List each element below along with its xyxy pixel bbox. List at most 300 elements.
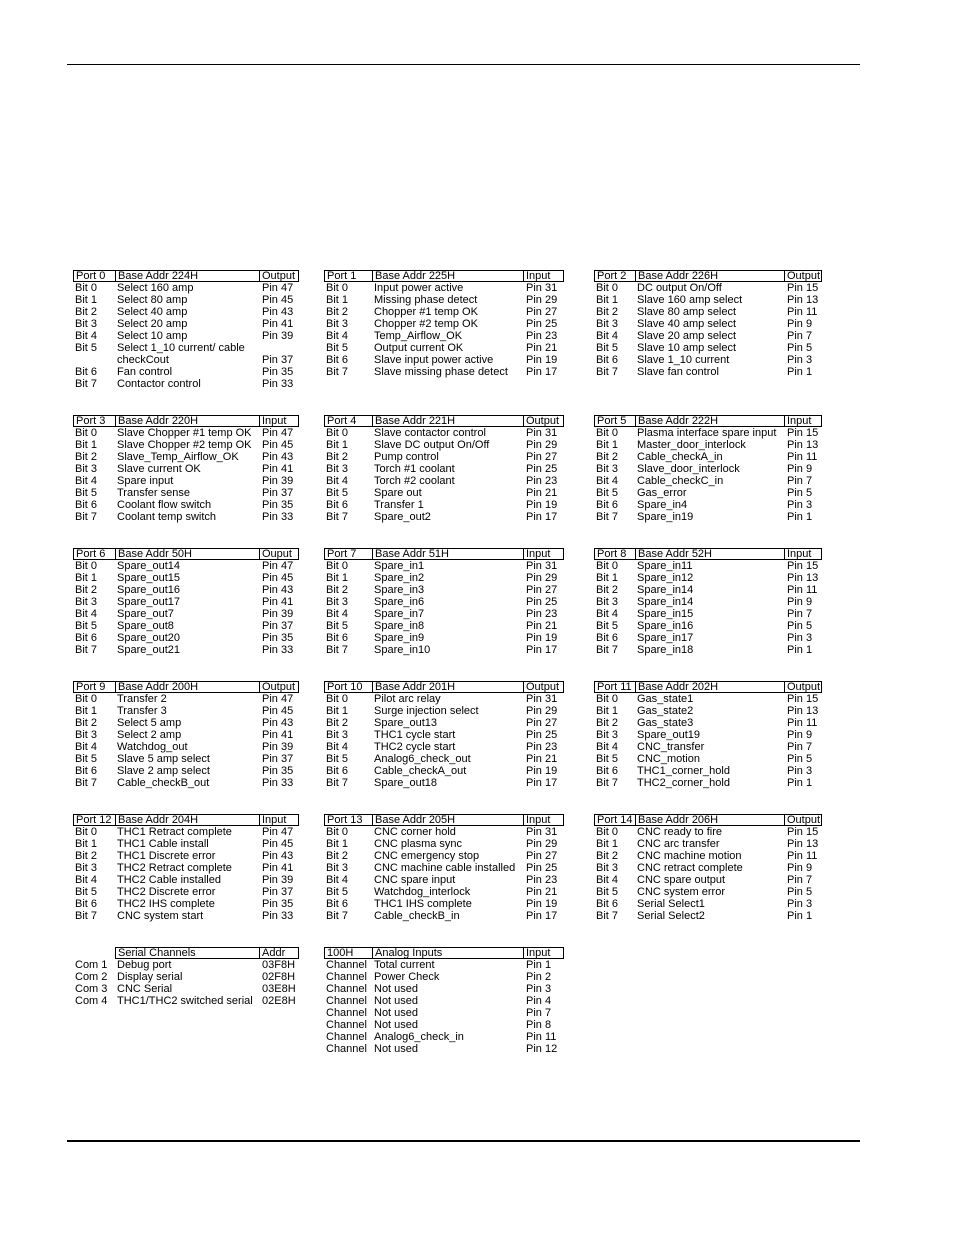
table-row bbox=[73, 366, 299, 378]
row-signal: CNC corner hold bbox=[374, 826, 456, 838]
row-pin: Pin 47 bbox=[262, 282, 294, 294]
row-pin: Pin 13 bbox=[787, 439, 819, 451]
table-row bbox=[594, 620, 822, 632]
row-bit: Bit 1 bbox=[596, 838, 619, 850]
table-row bbox=[324, 995, 564, 1007]
table-row bbox=[594, 354, 822, 366]
row-bit: Bit 0 bbox=[596, 560, 619, 572]
header-direction: Input bbox=[524, 814, 564, 826]
table-row bbox=[594, 511, 822, 523]
row-pin: Pin 1 bbox=[787, 366, 813, 378]
table-row bbox=[324, 862, 564, 874]
row-signal: Total current bbox=[374, 959, 435, 971]
table-row bbox=[324, 330, 564, 342]
row-signal: Select 20 amp bbox=[117, 318, 188, 330]
row-pin: Pin 35 bbox=[262, 898, 294, 910]
row-bit: Bit 4 bbox=[326, 608, 349, 620]
header-port: Port 3 bbox=[73, 415, 115, 427]
table-row bbox=[594, 717, 822, 729]
row-signal: CNC retract complete bbox=[637, 862, 743, 874]
row-signal: THC2 Cable installed bbox=[117, 874, 221, 886]
row-signal: Spare_in3 bbox=[374, 584, 425, 596]
row-bit: Bit 2 bbox=[75, 451, 98, 463]
table-header bbox=[73, 270, 299, 282]
row-signal: Gas_error bbox=[637, 487, 687, 499]
table-row bbox=[73, 306, 299, 318]
row-bit: Bit 3 bbox=[596, 596, 619, 608]
row-signal: CNC machine motion bbox=[637, 850, 742, 862]
header-address: Base Addr 225H bbox=[372, 270, 524, 282]
row-bit: Bit 7 bbox=[326, 644, 349, 656]
row-bit: Bit 3 bbox=[75, 862, 98, 874]
table-row bbox=[324, 427, 564, 439]
row-pin: Pin 23 bbox=[526, 608, 558, 620]
row-pin: Pin 27 bbox=[526, 451, 558, 463]
table-row bbox=[324, 886, 564, 898]
header-port: Port 7 bbox=[324, 548, 372, 560]
row-bit: Channel bbox=[326, 1019, 367, 1031]
table-row bbox=[73, 427, 299, 439]
row-signal: Spare_out20 bbox=[117, 632, 180, 644]
row-pin: Pin 19 bbox=[526, 765, 558, 777]
row-bit: Bit 4 bbox=[326, 475, 349, 487]
table-row bbox=[324, 318, 564, 330]
header-port: Port 8 bbox=[594, 548, 635, 560]
row-signal: THC1_corner_hold bbox=[637, 765, 730, 777]
row-bit: Bit 5 bbox=[75, 620, 98, 632]
row-signal: Spare_in1 bbox=[374, 560, 425, 572]
table-row bbox=[594, 886, 822, 898]
row-pin: Pin 47 bbox=[262, 427, 294, 439]
header-port: Port 14 bbox=[594, 814, 635, 826]
row-signal: CNC ready to fire bbox=[637, 826, 722, 838]
row-bit: Bit 1 bbox=[75, 294, 98, 306]
row-bit: Bit 4 bbox=[326, 874, 349, 886]
table-row bbox=[73, 717, 299, 729]
table-row bbox=[73, 898, 299, 910]
row-signal: Transfer 1 bbox=[374, 499, 424, 511]
row-pin: Pin 45 bbox=[262, 439, 294, 451]
row-pin: Pin 35 bbox=[262, 765, 294, 777]
row-bit: Channel bbox=[326, 995, 367, 1007]
table-header bbox=[73, 814, 299, 826]
row-pin: Pin 43 bbox=[262, 717, 294, 729]
row-bit: Channel bbox=[326, 983, 367, 995]
row-bit: Bit 3 bbox=[75, 596, 98, 608]
header-direction: Output bbox=[787, 814, 821, 826]
table-row bbox=[594, 427, 822, 439]
row-bit: Bit 5 bbox=[75, 886, 98, 898]
row-bit: Bit 3 bbox=[596, 862, 619, 874]
table-row bbox=[594, 741, 822, 753]
header-direction: Output bbox=[524, 681, 564, 693]
header-address: Base Addr 221H bbox=[372, 415, 524, 427]
row-pin: Pin 21 bbox=[526, 342, 558, 354]
row-signal: Cable_checkB_in bbox=[374, 910, 460, 922]
table-row bbox=[324, 463, 564, 475]
row-signal: Coolant temp switch bbox=[117, 511, 217, 523]
table-row bbox=[73, 572, 299, 584]
row-signal: Watchdog_out bbox=[117, 741, 188, 753]
table-row bbox=[594, 862, 822, 874]
table-row bbox=[73, 596, 299, 608]
header-direction: Input bbox=[260, 415, 299, 427]
table-row bbox=[594, 487, 822, 499]
row-bit: Bit 1 bbox=[596, 294, 619, 306]
row-bit: Bit 4 bbox=[596, 874, 619, 886]
row-bit: Bit 1 bbox=[596, 572, 619, 584]
row-signal: Select 10 amp bbox=[117, 330, 188, 342]
row-pin: Pin 29 bbox=[526, 439, 558, 451]
row-signal: Output current OK bbox=[374, 342, 464, 354]
row-pin: Pin 47 bbox=[262, 693, 294, 705]
table-row bbox=[594, 366, 822, 378]
table-row bbox=[324, 620, 564, 632]
row-pin: Pin 3 bbox=[787, 898, 813, 910]
table-row bbox=[594, 850, 822, 862]
row-bit: Bit 7 bbox=[75, 511, 98, 523]
table-row bbox=[73, 777, 299, 789]
row-pin: Pin 1 bbox=[787, 644, 813, 656]
table-row bbox=[73, 729, 299, 741]
table-row bbox=[324, 959, 564, 971]
table-row bbox=[324, 838, 564, 850]
row-bit: Bit 7 bbox=[75, 910, 98, 922]
row-signal: CNC Serial bbox=[117, 983, 173, 995]
table-row bbox=[73, 620, 299, 632]
row-bit: Bit 1 bbox=[75, 705, 98, 717]
port-table bbox=[594, 814, 822, 922]
row-pin: Pin 41 bbox=[262, 862, 294, 874]
row-bit: Bit 7 bbox=[596, 644, 619, 656]
row-pin: Pin 15 bbox=[787, 427, 819, 439]
row-signal: THC2 Discrete error bbox=[117, 886, 216, 898]
row-signal: Spare_in19 bbox=[637, 511, 694, 523]
row-pin: Pin 41 bbox=[262, 318, 294, 330]
table-row bbox=[324, 874, 564, 886]
port-table bbox=[324, 814, 564, 922]
row-bit: Channel bbox=[326, 1043, 367, 1055]
row-bit: Bit 7 bbox=[596, 777, 619, 789]
row-bit: Com 1 bbox=[75, 959, 108, 971]
row-signal: Spare_in18 bbox=[637, 644, 694, 656]
row-pin: Pin 1 bbox=[787, 511, 813, 523]
header-address: Base Addr 202H bbox=[635, 681, 785, 693]
row-pin: Pin 4 bbox=[526, 995, 552, 1007]
row-bit: Bit 6 bbox=[596, 765, 619, 777]
row-bit: Bit 0 bbox=[326, 693, 349, 705]
table-row bbox=[594, 644, 822, 656]
row-signal: THC2 Retract complete bbox=[117, 862, 232, 874]
row-pin: Pin 27 bbox=[526, 306, 558, 318]
row-pin: Pin 15 bbox=[787, 693, 819, 705]
row-bit: Bit 5 bbox=[326, 886, 349, 898]
row-pin: Pin 7 bbox=[787, 608, 813, 620]
table-row bbox=[73, 874, 299, 886]
row-signal: Torch #1 coolant bbox=[374, 463, 455, 475]
row-signal: Not used bbox=[374, 995, 419, 1007]
header-direction: Input bbox=[524, 548, 564, 560]
row-bit: Bit 2 bbox=[596, 306, 619, 318]
row-bit: Bit 6 bbox=[326, 499, 349, 511]
table-row bbox=[73, 838, 299, 850]
row-bit: Bit 4 bbox=[596, 330, 619, 342]
row-pin: Pin 7 bbox=[787, 741, 813, 753]
row-pin: Pin 3 bbox=[787, 765, 813, 777]
row-signal: Chopper #1 temp OK bbox=[374, 306, 478, 318]
row-pin: Pin 33 bbox=[262, 910, 294, 922]
row-signal: Not used bbox=[374, 1019, 419, 1031]
row-pin: Pin 11 bbox=[787, 451, 818, 463]
table-row bbox=[324, 342, 564, 354]
row-pin: Pin 27 bbox=[526, 850, 558, 862]
row-pin: Pin 25 bbox=[526, 862, 558, 874]
row-bit: Bit 2 bbox=[596, 850, 619, 862]
row-signal: Serial Select2 bbox=[637, 910, 705, 922]
row-signal: Slave missing phase detect bbox=[374, 366, 508, 378]
row-pin: Pin 31 bbox=[526, 282, 558, 294]
table-row bbox=[324, 572, 564, 584]
row-pin: Pin 29 bbox=[526, 572, 558, 584]
header-direction: Ouput bbox=[260, 548, 299, 560]
table-row bbox=[324, 451, 564, 463]
row-signal: CNC_motion bbox=[637, 753, 700, 765]
row-pin: Pin 1 bbox=[526, 959, 552, 971]
header-port: Port 6 bbox=[73, 548, 115, 560]
table-row bbox=[324, 584, 564, 596]
table-row bbox=[594, 693, 822, 705]
table-row bbox=[594, 306, 822, 318]
row-signal: Spare_out13 bbox=[374, 717, 437, 729]
header-direction: Input bbox=[785, 548, 822, 560]
table-row bbox=[324, 294, 564, 306]
header-address: Base Addr 220H bbox=[115, 415, 260, 427]
row-bit: Bit 2 bbox=[326, 584, 349, 596]
row-signal: Analog6_check_in bbox=[374, 1031, 464, 1043]
row-pin: Pin 37 bbox=[262, 620, 294, 632]
row-bit: Channel bbox=[326, 1007, 367, 1019]
table-row bbox=[594, 826, 822, 838]
row-bit: Channel bbox=[326, 971, 367, 983]
row-signal: Slave 2 amp select bbox=[117, 765, 210, 777]
row-pin: Pin 45 bbox=[262, 572, 294, 584]
row-pin: Pin 43 bbox=[262, 451, 294, 463]
row-signal: Slave DC output On/Off bbox=[374, 439, 490, 451]
row-signal: Spare out bbox=[374, 487, 422, 499]
row-signal: Gas_state3 bbox=[637, 717, 694, 729]
row-pin: Pin 15 bbox=[787, 560, 819, 572]
row-pin: Pin 13 bbox=[787, 838, 819, 850]
row-signal: CNC system start bbox=[117, 910, 204, 922]
table-row bbox=[594, 584, 822, 596]
row-signal: CNC system error bbox=[637, 886, 726, 898]
row-bit: Bit 3 bbox=[596, 463, 619, 475]
row-signal: Cable_checkC_in bbox=[637, 475, 724, 487]
table-row bbox=[73, 959, 299, 971]
row-pin: Pin 25 bbox=[526, 463, 558, 475]
table-row bbox=[73, 971, 299, 983]
port-table bbox=[594, 681, 822, 789]
row-signal: THC2_corner_hold bbox=[637, 777, 730, 789]
row-signal: Cable_checkA_in bbox=[637, 451, 723, 463]
row-signal: Slave 80 amp select bbox=[637, 306, 737, 318]
row-bit: Bit 4 bbox=[326, 330, 349, 342]
top-rule bbox=[67, 64, 860, 65]
header-direction: Output bbox=[524, 415, 564, 427]
port-table bbox=[594, 415, 822, 523]
row-bit: Com 3 bbox=[75, 983, 108, 995]
table-row bbox=[73, 850, 299, 862]
header-port: 100H bbox=[324, 947, 372, 959]
row-bit: Bit 0 bbox=[75, 282, 98, 294]
row-pin: Pin 5 bbox=[787, 753, 813, 765]
row-pin: Pin 39 bbox=[262, 608, 294, 620]
header-address: Base Addr 51H bbox=[372, 548, 524, 560]
row-pin: Pin 17 bbox=[526, 644, 558, 656]
table-header bbox=[73, 947, 299, 959]
row-bit: Bit 4 bbox=[596, 741, 619, 753]
table-row bbox=[594, 753, 822, 765]
table-row bbox=[73, 511, 299, 523]
table-row bbox=[324, 282, 564, 294]
table-row bbox=[324, 354, 564, 366]
row-bit: Bit 1 bbox=[326, 294, 349, 306]
row-signal: CNC_transfer bbox=[637, 741, 705, 753]
table-header bbox=[324, 947, 564, 959]
table-row bbox=[73, 463, 299, 475]
row-bit: Bit 6 bbox=[75, 765, 98, 777]
row-signal: Spare_in6 bbox=[374, 596, 425, 608]
header-address: Serial Channels bbox=[115, 947, 260, 959]
row-bit: Bit 4 bbox=[596, 608, 619, 620]
row-bit: Bit 5 bbox=[75, 487, 98, 499]
row-pin: Pin 23 bbox=[526, 741, 558, 753]
header-direction: Output bbox=[260, 681, 299, 693]
row-bit: Bit 0 bbox=[326, 282, 349, 294]
row-pin: Pin 23 bbox=[526, 475, 558, 487]
row-signal: Slave Chopper #1 temp OK bbox=[117, 427, 252, 439]
row-pin: Pin 31 bbox=[526, 826, 558, 838]
table-header bbox=[594, 548, 822, 560]
row-bit: Bit 6 bbox=[596, 499, 619, 511]
row-signal: CNC machine cable installed bbox=[374, 862, 516, 874]
row-signal: Watchdog_interlock bbox=[374, 886, 471, 898]
row-bit: Bit 7 bbox=[596, 910, 619, 922]
header-direction: Input bbox=[524, 947, 564, 959]
row-bit: Bit 1 bbox=[596, 705, 619, 717]
table-row bbox=[73, 378, 299, 390]
table-row bbox=[73, 632, 299, 644]
row-pin: Pin 35 bbox=[262, 366, 294, 378]
table-row bbox=[594, 475, 822, 487]
table-row bbox=[324, 306, 564, 318]
table-header bbox=[324, 415, 564, 427]
row-signal: Transfer sense bbox=[117, 487, 190, 499]
row-signal: Pump control bbox=[374, 451, 439, 463]
table-header bbox=[324, 681, 564, 693]
row-signal: Not used bbox=[374, 1043, 419, 1055]
row-signal: Spare input bbox=[117, 475, 174, 487]
port-table bbox=[594, 548, 822, 656]
row-pin: Pin 43 bbox=[262, 306, 294, 318]
row-signal: Spare_in11 bbox=[637, 560, 693, 572]
table-header bbox=[324, 548, 564, 560]
row-signal: THC1 Cable install bbox=[117, 838, 209, 850]
row-bit: Bit 5 bbox=[596, 886, 619, 898]
row-signal: CNC plasma sync bbox=[374, 838, 463, 850]
row-bit: Bit 1 bbox=[75, 572, 98, 584]
row-pin: Pin 5 bbox=[787, 886, 813, 898]
table-row bbox=[324, 1019, 564, 1031]
row-bit: Bit 7 bbox=[75, 378, 98, 390]
row-pin: Pin 3 bbox=[787, 499, 813, 511]
row-pin: Pin 23 bbox=[526, 874, 558, 886]
row-bit: Bit 5 bbox=[596, 753, 619, 765]
header-address: Base Addr 206H bbox=[635, 814, 785, 826]
row-bit: Bit 4 bbox=[75, 475, 98, 487]
row-pin: Pin 23 bbox=[526, 330, 558, 342]
row-bit: Bit 0 bbox=[596, 693, 619, 705]
table-row bbox=[594, 910, 822, 922]
table-row bbox=[73, 560, 299, 572]
table-row bbox=[73, 910, 299, 922]
header-address: Analog Inputs bbox=[372, 947, 524, 959]
row-bit: Bit 6 bbox=[596, 898, 619, 910]
row-signal: THC2 IHS complete bbox=[117, 898, 215, 910]
table-row bbox=[324, 983, 564, 995]
row-bit: Bit 5 bbox=[326, 753, 349, 765]
row-bit: Bit 6 bbox=[326, 898, 349, 910]
table-row bbox=[73, 644, 299, 656]
table-row bbox=[73, 995, 299, 1007]
bottom-rule bbox=[67, 1140, 860, 1142]
row-pin: Pin 5 bbox=[787, 620, 813, 632]
row-pin: Pin 29 bbox=[526, 294, 558, 306]
row-pin: Pin 9 bbox=[787, 318, 813, 330]
table-row bbox=[73, 753, 299, 765]
header-address: Base Addr 205H bbox=[372, 814, 524, 826]
row-pin: Pin 25 bbox=[526, 596, 558, 608]
row-signal: CNC spare input bbox=[374, 874, 456, 886]
row-bit: Bit 1 bbox=[326, 838, 349, 850]
header-direction: Output bbox=[260, 270, 299, 282]
table-row bbox=[594, 560, 822, 572]
row-pin: Pin 19 bbox=[526, 898, 558, 910]
table-row bbox=[324, 511, 564, 523]
row-signal: Select 160 amp bbox=[117, 282, 194, 294]
row-signal: Gas_state1 bbox=[637, 693, 694, 705]
row-bit: Bit 6 bbox=[75, 898, 98, 910]
row-signal: Plasma interface spare input bbox=[637, 427, 777, 439]
row-bit: Bit 0 bbox=[75, 693, 98, 705]
row-pin: Pin 39 bbox=[262, 741, 294, 753]
port-table bbox=[73, 415, 299, 523]
row-pin: Pin 17 bbox=[526, 366, 558, 378]
row-signal: Input power active bbox=[374, 282, 464, 294]
row-signal: Slave 20 amp select bbox=[637, 330, 737, 342]
table-row bbox=[324, 644, 564, 656]
row-pin: Pin 7 bbox=[787, 874, 813, 886]
row-pin: Pin 3 bbox=[526, 983, 552, 995]
table-row bbox=[73, 294, 299, 306]
row-bit: Bit 5 bbox=[596, 342, 619, 354]
table-row bbox=[324, 608, 564, 620]
row-signal: Spare_out21 bbox=[117, 644, 180, 656]
row-pin: Pin 11 bbox=[787, 850, 818, 862]
table-header bbox=[73, 681, 299, 693]
row-bit: Bit 2 bbox=[75, 850, 98, 862]
row-signal: Pilot arc relay bbox=[374, 693, 441, 705]
